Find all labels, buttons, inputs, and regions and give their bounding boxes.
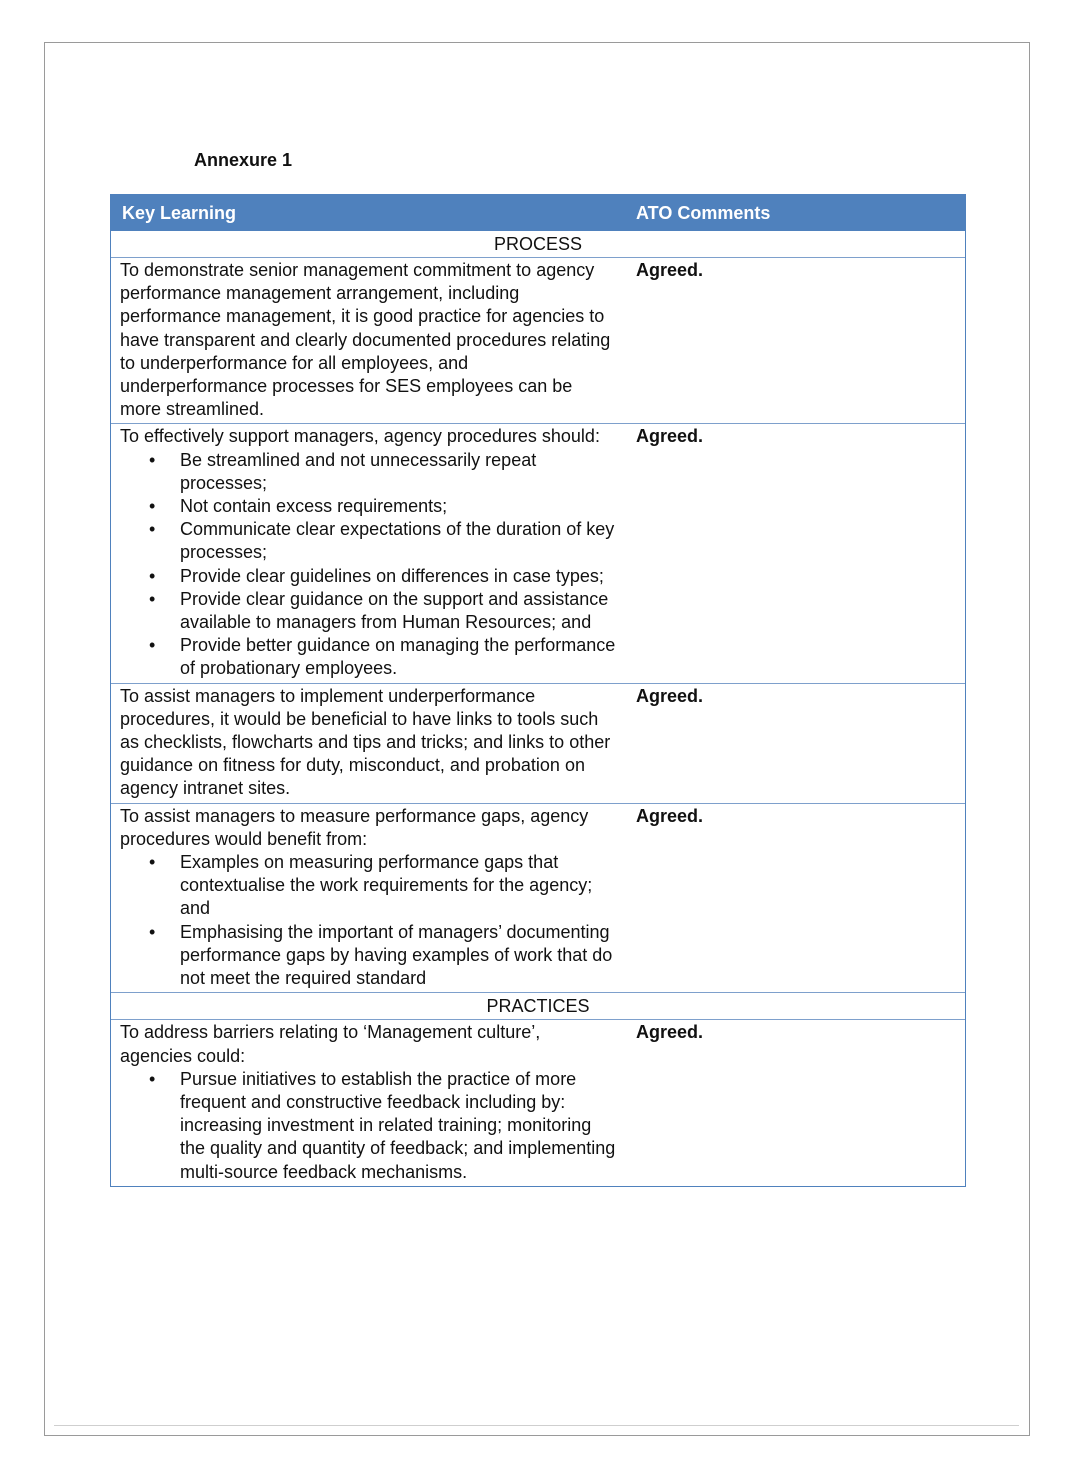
- header-ato-comments: ATO Comments: [636, 202, 771, 223]
- bullet-item: • Provide clear guidance on the support and assistance available to managers from Human Resources; and: [180, 588, 617, 634]
- bullet-item: • Not contain excess requirements;: [180, 495, 617, 518]
- key-learning-text: To assist managers to measure performance gaps, agency procedures would benefit from:: [120, 805, 589, 849]
- bullet-item: • Provide better guidance on managing the performance of probationary employees.: [180, 634, 617, 680]
- ato-comment-cell: Agreed.: [636, 426, 704, 447]
- annexure-title: Annexure 1: [194, 150, 293, 170]
- key-learning-cell: [111, 684, 625, 803]
- bullet-item: • Pursue initiatives to establish the practice of more frequent and constructive feedback including by: increasing investment in related training; monitoring the quality and quantity of feedback; and implementing multi-source feedback mechanisms.: [180, 1068, 617, 1184]
- bullet-list: [120, 851, 617, 990]
- footer-rule: [54, 1425, 1019, 1426]
- ato-comment-cell: Agreed.: [636, 685, 704, 706]
- key-learning-text: To assist managers to implement underperformance procedures, it would be beneficial to have links to tools such as checklists, flowcharts and tips and tricks; and links to other guidance on fitness for duty, misconduct, and probation on agency intranet sites.: [120, 685, 611, 799]
- bullet-item: • Communicate clear expectations of the duration of key processes;: [180, 518, 617, 564]
- header-key-learning: Key Learning: [122, 202, 237, 223]
- table-row: [111, 1020, 965, 1185]
- key-learning-table: [110, 194, 966, 1187]
- bullet-item: • Provide clear guidelines on differences in case types;: [180, 565, 617, 588]
- section-heading: PROCESS: [111, 231, 965, 258]
- bullet-list: [120, 449, 617, 681]
- table-body: [111, 231, 965, 1186]
- table-header-row: [111, 195, 965, 231]
- table-row: [111, 804, 965, 994]
- ato-comment-cell: Agreed.: [636, 805, 704, 826]
- key-learning-text: To demonstrate senior management commitment to agency performance management arrangement, including performance management, it is good practice for agencies to have transparent and clearly documented procedures relating to underperformance for all employees, and underperformance processes for SES employees can be more streamlined.: [120, 260, 611, 420]
- key-learning-cell: [111, 424, 625, 682]
- table-row: [111, 258, 965, 424]
- table-row: [111, 684, 965, 804]
- key-learning-cell: [111, 804, 625, 993]
- section-heading: PRACTICES: [111, 993, 965, 1020]
- key-learning-text: To effectively support managers, agency procedures should:: [120, 426, 600, 447]
- key-learning-cell: [111, 258, 625, 423]
- ato-comment-cell: Agreed.: [636, 260, 704, 280]
- bullet-item: • Be streamlined and not unnecessarily repeat processes;: [180, 449, 617, 495]
- bullet-item: • Examples on measuring performance gaps that contextualise the work requirements for the agency; and: [180, 851, 617, 921]
- bullet-list: [120, 1068, 617, 1184]
- bullet-item: • Emphasising the important of managers’ documenting performance gaps by having examples of work that do not meet the required standard: [180, 921, 617, 991]
- key-learning-text: To address barriers relating to ‘Management culture’, agencies could:: [120, 1022, 541, 1066]
- ato-comment-cell: Agreed.: [636, 1022, 704, 1043]
- key-learning-cell: [111, 1020, 625, 1185]
- table-row: [111, 424, 965, 683]
